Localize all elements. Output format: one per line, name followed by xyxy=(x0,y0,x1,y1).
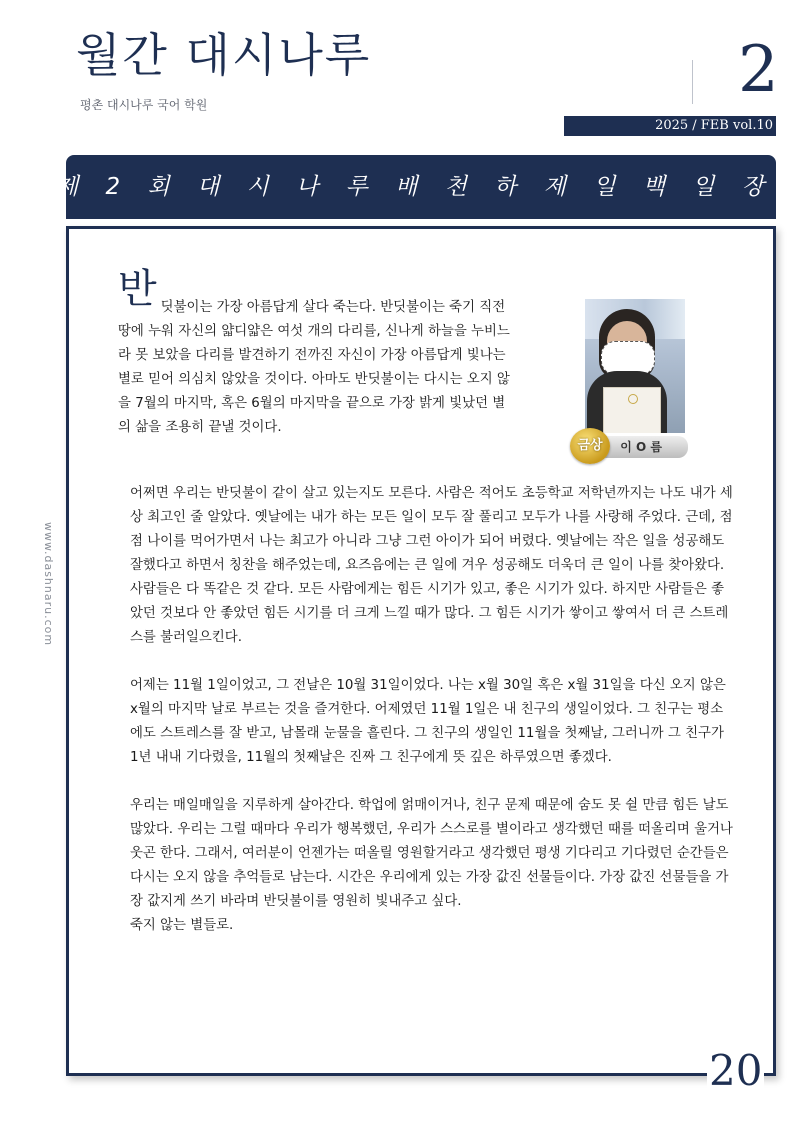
certificate-seal-icon xyxy=(628,394,638,404)
article-lead xyxy=(118,266,518,440)
article-closing-line: 죽지 않는 별들로. xyxy=(130,918,234,933)
article-paragraph: 어쩌면 우리는 반딧불이 같이 살고 있는지도 모른다. 사람은 적어도 초등학교 저학년까지는 나도 내가 세상 최고인 줄 알았다. 옛날에는 내가 하는 모든 일이 모두 잘 풀리고 모두가 나를 사랑해 주었다. 근데, 점점 나이를 먹어가면서 나는 최고가 아니라 그냥 그런 아이가 되어 버렸다. 옛날에는 작은 일을 성공해도 잘했다고 하면서 칭찬을 해주었는데, 요즈음에는 큰 일에 겨우 성공해도 더욱더 큰 일이 나를 찾아왔다. 사람들은 다 똑같은 것 같다. 모든 사람에게는 힘든 시기가 있고, 좋은 시기가 있다. 하지만 사람들은 좋았던 것보다 안 좋았던 힘든 시기를 더 크게 느낄 때가 많다. 그 힘든 시기가 쌓이고 쌓여서 더 큰 스트레스를 불러일으킨다. xyxy=(130,486,733,645)
lead-paragraph: 딧불이는 가장 아름답게 살다 죽는다. 반딧불이는 죽기 직전 땅에 누워 자신의 얇디얇은 여섯 개의 다리를, 신나게 하늘을 누비느라 못 보았을 다리를 발견하기 전까진 자신이 가장 아름답게 빛나는 별로 믿어 의심치 않았을 것이다. 아마도 반딧불이는 다시는 오지 않을 7월의 마지막, 혹은 6월의 마지막을 끝으로 가장 밝게 빛났던 별의 삶을 조용히 끝낼 것이다. xyxy=(118,300,510,435)
side-website-url: www.dashnaru.com xyxy=(42,522,55,647)
drop-cap: 반 xyxy=(118,266,157,312)
certificate-image xyxy=(603,387,661,433)
page-number: 20 xyxy=(709,1046,763,1095)
winner-photo xyxy=(585,299,685,433)
magazine-subtitle: 평촌 대시나루 국어 학원 xyxy=(80,98,208,112)
article-paragraph: 어제는 11월 1일이었고, 그 전날은 10월 31일이었다. 나는 x월 30일 혹은 x월 31일을 다신 오지 않은 x월의 마지막 날로 부르는 것을 즐겨한다. 어제였던 11월 1일은 내 친구의 생일이었다. 그 친구는 평소에도 스트레스를 잘 받고, 남몰래 눈물을 흘린다. 그 친구의 생일인 11월을 첫째날, 그러니까 그 친구가 1년 내내 기다렸을, 11월의 첫째날은 진짜 그 친구에게 뜻 깊은 하루였으면 좋겠다. xyxy=(130,678,726,765)
contest-banner xyxy=(55,155,776,219)
article-body xyxy=(130,482,734,938)
issue-number: 2 xyxy=(738,33,779,107)
winner-name-tag: 이 O 름 xyxy=(604,436,688,458)
gold-award-badge: 금상 xyxy=(570,428,610,464)
issue-info-bar: 2025 / FEB vol.10 xyxy=(564,116,776,136)
banner-title: 제 2 회 대 시 나 루 배 천 하 제 일 백 일 장 xyxy=(55,174,774,200)
magazine-title: 월간 대시나루 xyxy=(76,28,372,82)
article-paragraph: 우리는 매일매일을 지루하게 살아간다. 학업에 얽매이거나, 친구 문제 때문에 숨도 못 쉴 만큼 힘든 날도 많았다. 우리는 그럴 때마다 우리가 행복했던, 우리가 스스로를 별이라고 생각했던 때를 떠올리며 울거나 웃곤 한다. 그래서, 여러분이 언젠가는 떠올릴 영원할거라고 생각했던 평생 기다리고 기다렸던 순간들은 다시는 오지 않을 추억들로 남는다. 시간은 우리에게 있는 가장 값진 선물들이다. 가장 값진 선물들을 가장 값지게 쓰기 바라며 반딧불이를 영원히 빛내주고 싶다. xyxy=(130,798,733,909)
header-divider xyxy=(692,60,693,104)
face-mask-icon xyxy=(601,341,655,375)
